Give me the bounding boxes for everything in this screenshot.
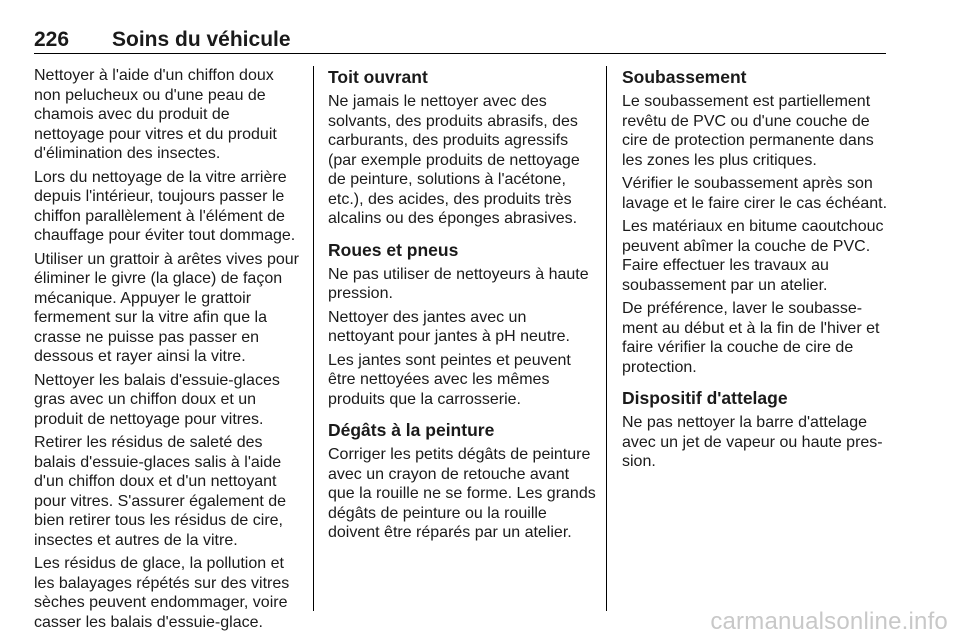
paragraph: Ne jamais le nettoyer avec des solvants, des produits abrasifs, des carburants, des produits agressifs (par exemple produits de nettoyage de peinture, solutions à l'acétone, etc.), des acides, des produits très alcalins ou des éponges abrasives. (328, 93, 580, 227)
paragraph: Ne pas nettoyer la barre d'attelage avec un jet de vapeur ou haute pression. (622, 414, 883, 470)
column-divider (606, 66, 607, 611)
heading-dispositif-attelage: Dispositif d'attelage (622, 388, 788, 408)
column-2 (328, 66, 596, 547)
column-divider (313, 66, 314, 611)
column-3 (622, 66, 890, 476)
paragraph: Vérifier le soubassement après son lavage et le faire cirer le cas échéant. (622, 175, 888, 212)
paragraph: Retirer les résidus de saleté des balais d'essuie-glaces salis à l'aide d'un chiffon doux et d'un nettoyant pour vitres. S'assurer également de bien retirer tous les résidus de cire, insectes et autres de la vitre. (34, 434, 287, 549)
paragraph: Nettoyer les balais d'essuie-glaces gras avec un chiffon doux et un produit de nettoyage pour vitres. (34, 371, 280, 428)
section-title: Soins du véhicule (112, 28, 291, 51)
heading-roues-et-pneus: Roues et pneus (328, 239, 459, 260)
heading-degats-peinture: Dégâts à la peinture (328, 420, 495, 440)
paragraph: Utiliser un grattoir à arêtes vives pour éliminer le givre (la glace) de façon mécanique. Appuyer le grattoir fermement sur la vitre afin que la crasse ne puisse pas passer en dessous et rayer ainsi la vitre. (34, 250, 299, 365)
paragraph: Les jantes sont peintes et peuvent être nettoyées avec les mêmes produits que la carrosserie. (328, 351, 571, 408)
paragraph: Les matériaux en bitume caoutchouc peuvent abîmer la couche de PVC. Faire effectuer les travaux au soubassement par un atelier. (622, 218, 884, 294)
page-number: 226 (34, 28, 70, 51)
header-rule (34, 53, 886, 54)
page-header (34, 29, 886, 51)
heading-toit-ouvrant: Toit ouvrant (328, 67, 428, 87)
column-1 (34, 66, 302, 636)
heading-soubassement: Soubassement (622, 67, 747, 87)
paragraph: Ne pas utiliser de nettoyeurs à haute pression. (328, 265, 589, 302)
paragraph: Les résidus de glace, la pollution et les balayages répétés sur des vitres sèches peuvent endommager, voire casser les balais d'essuie-glace. (34, 555, 290, 631)
paragraph: Corriger les petits dégâts de peinture avec un crayon de retouche avant que la rouille ne se forme. Les grands dégâts de peinture ou la rouille doivent être réparés par un atelier. (328, 446, 596, 541)
paragraph: Lors du nettoyage de la vitre arrière depuis l'intérieur, toujours passer le chiffon parallèlement à l'élément de chauffage pour éviter tout dommage. (34, 168, 296, 244)
paragraph: De préférence, laver le soubassement au début et à la fin de l'hiver et faire vérifier la couche de cire de protection. (622, 300, 880, 376)
paragraph: Le soubassement est partiellement revêtu de PVC ou d'une couche de cire de protection permanente dans les zones les plus critiques. (622, 93, 874, 169)
watermark: carmanualsonline.info (710, 608, 948, 635)
paragraph: Nettoyer à l'aide d'un chiffon doux non pelucheux ou d'une peau de chamois avec du produit de nettoyage pour vitres et du produit d'élimination des insectes. (34, 67, 277, 162)
paragraph: Nettoyer des jantes avec un nettoyant pour jantes à pH neutre. (328, 308, 570, 345)
